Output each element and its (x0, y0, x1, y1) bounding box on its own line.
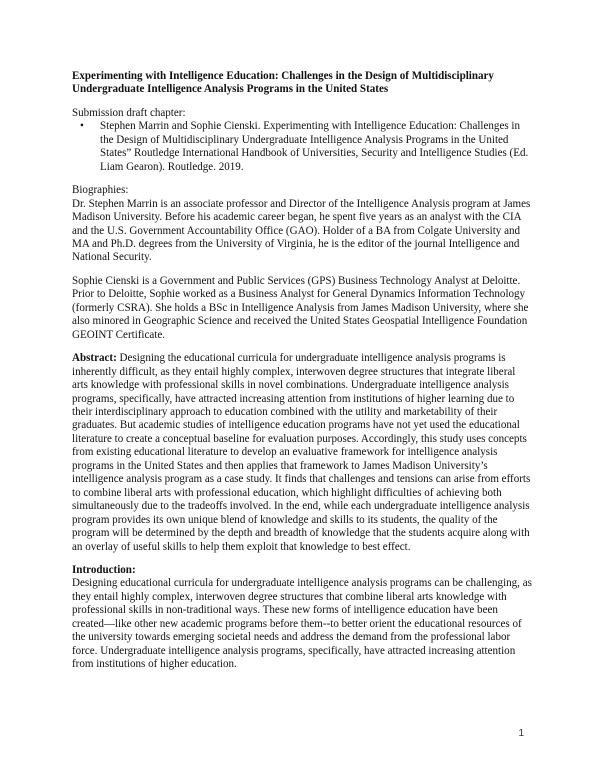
abstract-text: Designing the educational curricula for undergraduate intelligence analysis programs is inherently difficult, as they entail highly complex, interwoven degree structures that integrate liberal arts knowledge with professional skills in novel combinations. Undergraduate intelligence analysis programs, specifically, have attracted increasing attention from institutions of higher learning due to their interdisciplinary approach to education combined with the utility and marketability of their graduates. But academic studies of intelligence education programs have not yet used the educational literature to create a conceptual baseline for evaluation purposes. Accordingly, this study uses concepts from existing educational literature to develop an evaluative framework for intelligence analysis programs in the United States and then applies that framework to James Madison University’s intelligence analysis program as a case study. It finds that challenges and tensions can arise from efforts to combine liberal arts with professional education, which highlight difficulties of achieving both simultaneously due to the tradeoffs involved. In the end, while each undergraduate intelligence analysis program provides its own unique blend of knowledge and skills to its students, the quality of the program will be determined by the depth and breadth of knowledge that the students acquire along with an overlay of useful skills to help them exploit that knowledge to best effect. (72, 352, 531, 553)
introduction-heading: Introduction: (72, 563, 136, 576)
document-page (72, 70, 532, 672)
introduction-text: Designing educational curricula for undergraduate intelligence analysis programs can be challenging, as they entail highly complex, interwoven degree structures that combine liberal arts knowledge with professional skills in non-traditional ways. These new forms of intelligence education have been created—like other new academic programs before them--to better orient the educational resources of the university towards emerging societal needs and address the demand from the professional labor force. Undergraduate intelligence analysis programs, specifically, have attracted increasing attention from institutions of higher education. (72, 577, 532, 671)
bio-marrin: Dr. Stephen Marrin is an associate professor and Director of the Intelligence Analysis program at James Madison University. Before his academic career began, he spent five years as an analyst with the CIA and the U.S. Government Accountability Office (GAO). Holder of a BA from Colgate University and MA and Ph.D. degrees from the University of Virginia, he is the editor of the journal Intelligence and National Security. (72, 197, 531, 264)
bullet-icon: • (80, 120, 84, 133)
bio-cienski: Sophie Cienski is a Government and Public Services (GPS) Business Technology Analyst at Deloitte. Prior to Deloitte, Sophie worked as a Business Analyst for General Dynamics Information Technology (formerly CSRA). She holds a BSc in Intelligence Analysis from James Madison University, where she also minored in Geographic Science and received the United States Geospatial Intelligence Foundation GEOINT Certificate. (72, 274, 529, 341)
page-number: 1 (518, 728, 524, 739)
submission-item (80, 120, 532, 174)
biographies-label: Biographies: (72, 184, 129, 197)
introduction-section (72, 564, 532, 672)
submission-list (72, 120, 532, 174)
biographies-section (72, 184, 532, 342)
submission-label: Submission draft chapter: (72, 106, 186, 119)
abstract-paragraph (72, 352, 532, 554)
submission-citation: Stephen Marrin and Sophie Cienski. Experimenting with Intelligence Education: Challenges in the Design of Multidisciplinary Undergraduate Intelligence Analysis Programs in the United States” Routledge International Handbook of Universities, Security and Intelligence Studies (Ed. Liam Gearon). Routledge. 2019. (100, 120, 529, 173)
paper-title: Experimenting with Intelligence Education: Challenges in the Design of Multidisciplinary Undergraduate Intelligence Analysis Programs in the United States (72, 70, 494, 96)
abstract-heading: Abstract: (72, 352, 117, 365)
